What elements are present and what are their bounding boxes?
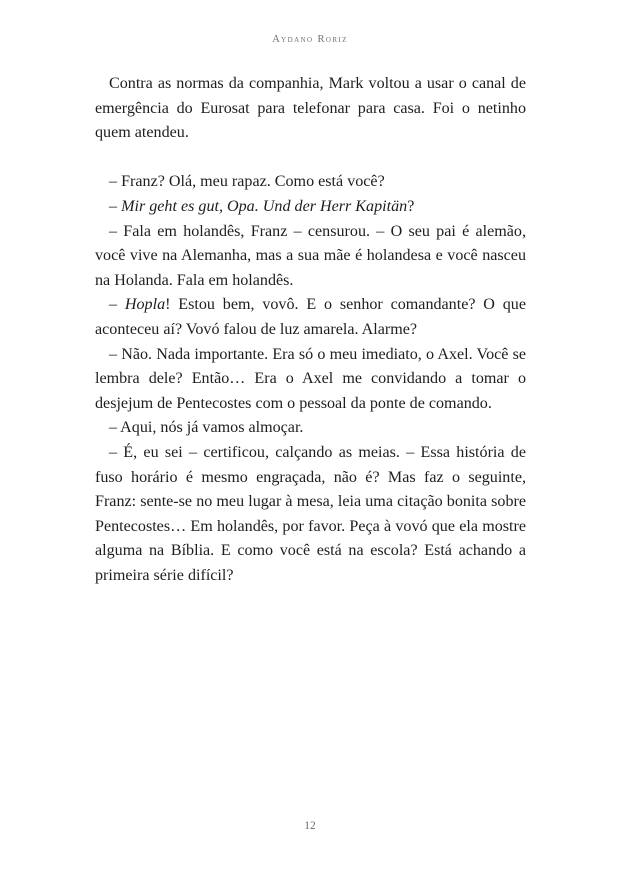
dialogue-line-german xyxy=(95,195,526,220)
interjection: Hopla xyxy=(124,296,166,314)
dialogue-line: – É, eu sei – certificou, calçando as meias. – Essa história de fuso horário é mesmo engraçada, não é? Mas faz o seguinte, Franz: sente-se no meu lugar à mesa, leia uma citação bonita sobre Pentecostes… Em holandês, por favor. Peça à vovó que ela mostre alguma na Bíblia. E como você está na escola? Está achando a primeira série difícil? xyxy=(95,443,526,584)
dialogue-line: – Fala em holandês, Franz – censurou. – O seu pai é alemão, você vive na Alemanha, mas a sua mãe é holandesa e você nasceu na Holanda. Fala em holandês. xyxy=(95,222,526,289)
dialogue-line: – Não. Nada importante. Era só o meu imediato, o Axel. Você se lembra dele? Então… Era o Axel me convidando a tomar o desjejum de Pentecostes com o pessoal da ponte de comando. xyxy=(95,345,526,412)
dialogue-dash: – xyxy=(109,197,122,215)
dialogue-line-hopla xyxy=(95,293,526,342)
german-phrase: Mir geht es gut, Opa. Und der Herr Kapitän xyxy=(121,197,408,215)
section-gap xyxy=(95,146,526,171)
dialogue-line: – Aqui, nós já vamos almoçar. xyxy=(109,419,304,437)
dialogue-rest: ! Estou bem, vovô. E o senhor comandante? O que aconteceu aí? Vovó falou de luz amarela. Alarme? xyxy=(95,296,526,338)
dialogue-line: – Franz? Olá, meu rapaz. Como está você? xyxy=(109,173,385,191)
page-number: 12 xyxy=(304,820,316,832)
dialogue-dash: – xyxy=(109,296,125,314)
running-head-author: Aydano Roriz xyxy=(272,34,348,45)
body-text xyxy=(95,72,526,588)
narrative-paragraph: Contra as normas da companhia, Mark voltou a usar o canal de emergência do Eurosat para telefonar para casa. Foi o netinho quem atendeu. xyxy=(95,75,526,142)
dialogue-rest: ? xyxy=(407,197,415,215)
